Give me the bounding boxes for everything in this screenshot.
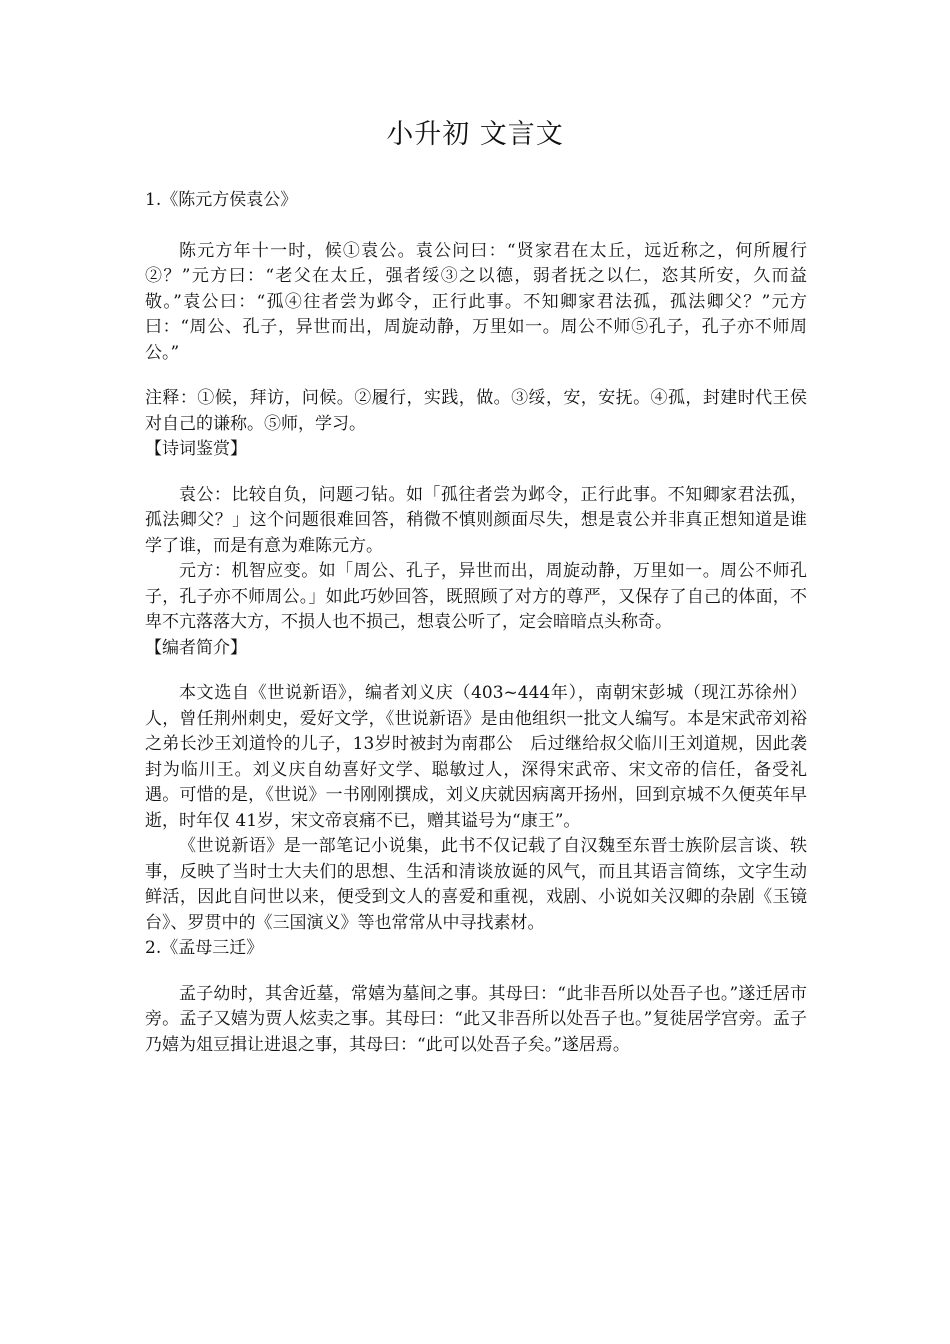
section-2-heading: 2.《孟母三迁》 [145,938,264,958]
author-paragraph-1: 本文选自《世说新语》，编者刘义庆（403~444年），南朝宋彭城（现江苏徐州）人，曾任荆州刺史，爱好文学，《世说新语》是由他组织一批文人编写。本是宋武帝刘裕之弟长沙王刘道怜的儿子，13岁时被封为南郡公 后过继给叔父临川王刘道规，因此袭封为临川王。刘义庆自幼喜好文学、聪敏过人，深得宋武帝、宋文帝的信任，备受礼遇。可惜的是，《世说》一书刚刚撰成，刘义庆就因病离开扬州，回到京城不久便英年早逝，时年仅 41岁，宋文帝哀痛不已，赠其谥号为“康王”。 [145,683,807,831]
document-body [145,188,807,1058]
document-title: 小升初 文言文 [386,119,564,150]
section-1-notes: 注释：①候，拜访，问候。②履行，实践，做。③绥，安，安抚。④孤，封建时代王侯对自己的谦称。⑤师，学习。 [145,388,807,434]
appreciation-paragraph-2: 元方：机智应变。如「周公、孔子，异世而出，周旋动静，万里如一。周公不师孔子，孔子亦不师周公。」如此巧妙回答，既照顾了对方的尊严，又保存了自己的体面，不卑不亢落落大方，不损人也不损己，想袁公听了，定会暗暗点头称奇。 [145,561,807,632]
appreciation-paragraph-1: 袁公：比较自负，问题刁钻。如「孤往者尝为邺令，正行此事。不知卿家君法孤，孤法卿父？」这个问题很难回答，稍微不慎则颜面尽失，想是袁公并非真正想知道是谁学了谁，而是有意为难陈元方。 [145,484,807,556]
section-1-text: 陈元方年十一时，候①袁公。袁公问曰：“贤家君在太丘，远近称之，何所履行②？”元方曰：“老父在太丘，强者绥③之以德，弱者抚之以仁，恣其所安，久而益敬。”袁公曰：“孤④往者尝为邺令，正行此事。不知卿家君法孤，孤法卿父？”元方曰：“周公、孔子，异世而出，周旋动静，万里如一。周公不师⑤孔子，孔子亦不师周公。” [145,240,807,363]
appreciation-heading: 【诗词鉴赏】 [145,439,247,459]
section-2-text: 孟子幼时，其舍近墓，常嬉为墓间之事。其母曰：“此非吾所以处吾子也。”遂迁居市旁。孟子又嬉为贾人炫卖之事。其母曰：“此又非吾所以处吾子也。”复徙居学宫旁。孟子乃嬉为俎豆揖让进退之事，其母曰：“此可以处吾子矣。”遂居焉。 [145,983,807,1055]
section-1-heading: 1.《陈元方侯袁公》 [145,190,298,210]
author-heading: 【编者简介】 [145,637,247,658]
author-paragraph-2: 《世说新语》是一部笔记小说集，此书不仅记载了自汉魏至东晋士族阶层言谈、轶事，反映了当时士大夫们的思想、生活和清谈放诞的风气，而且其语言简练，文字生动鲜活，因此自问世以来，便受到文人的喜爱和重视，戏剧、小说如关汉卿的杂剧《玉镜台》、罗贯中的《三国演义》等也常常从中寻找素材。 [145,836,807,933]
